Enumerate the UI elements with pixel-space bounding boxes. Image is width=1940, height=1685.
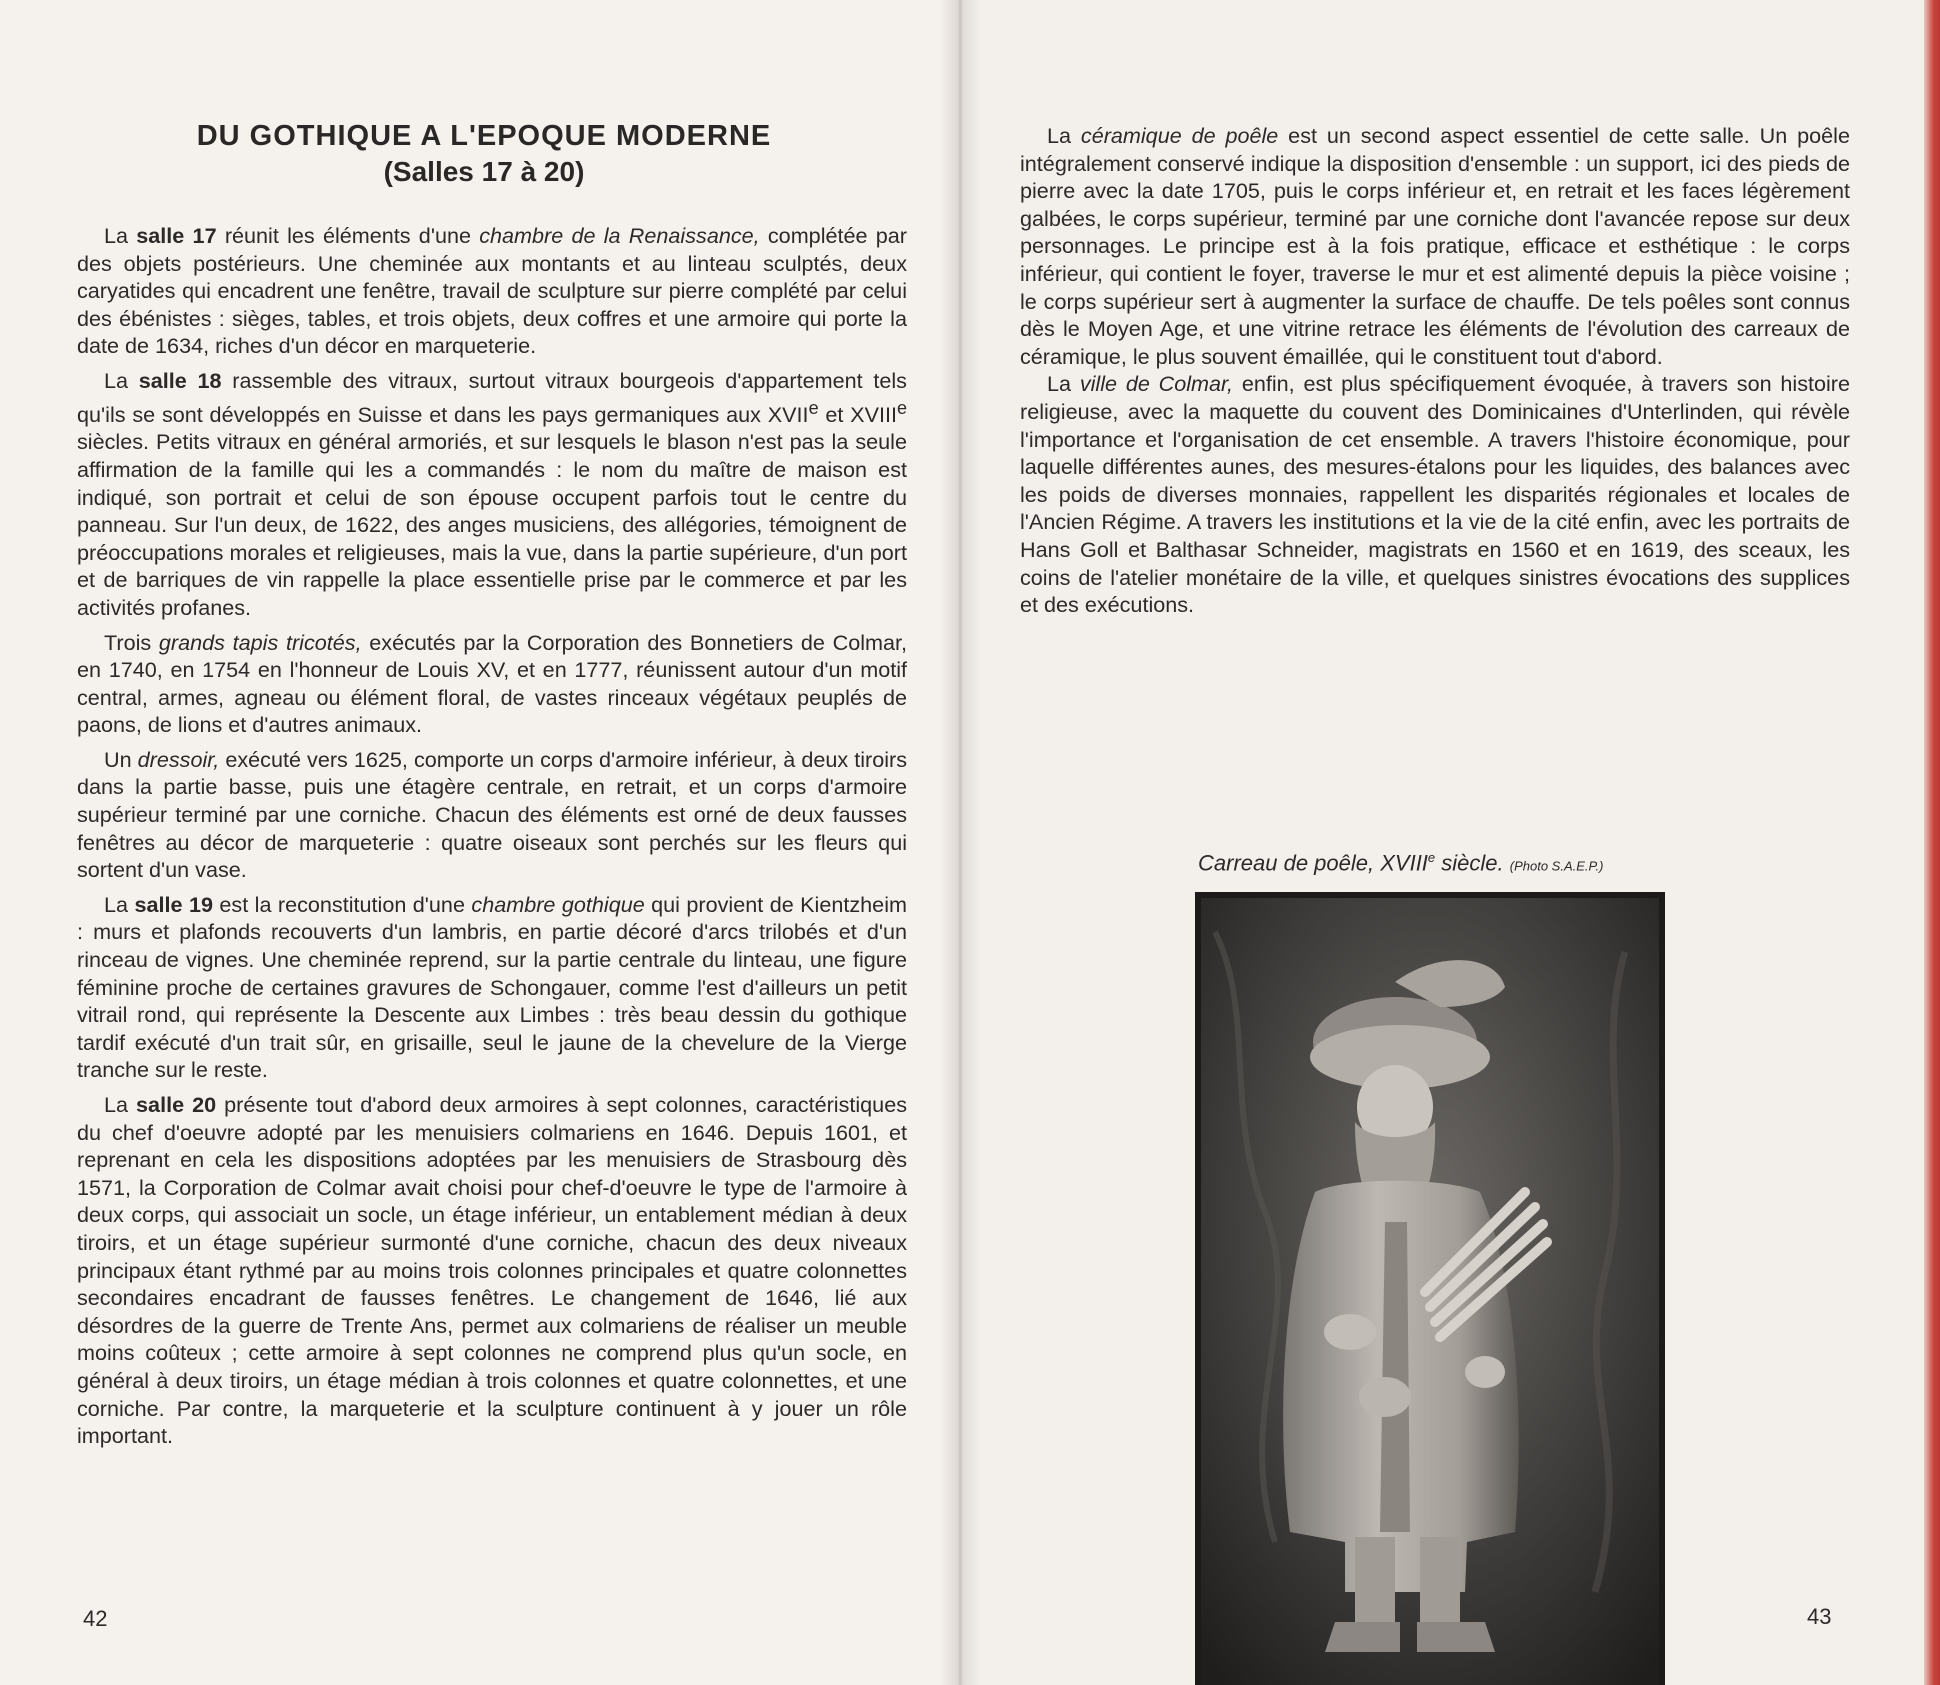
next-page-edge bbox=[1924, 0, 1940, 1685]
photo-caption: Carreau de poêle, XVIIIe siècle. (Photo S.A.E.P.) bbox=[1198, 850, 1604, 876]
chapter-subtitle: (Salles 17 à 20) bbox=[383, 156, 585, 187]
stove-tile-photo bbox=[1195, 892, 1665, 1685]
emphasis: chambre de la Renaissance, bbox=[479, 223, 760, 248]
paragraph-salle-19: La salle 19 est la reconstitution d'une chambre gothique qui provient de Kientzheim : murs et plafonds recouverts d'un lambris, en partie décoré d'arcs trilobés et d'un rinceau de vignes. Une cheminée reprend, sur la partie centrale du linteau, une figure féminine proche de certaines gravures de Schongauer, comme l'est d'ailleurs un petit vitrail rond, qui représente la Descente aux Limbes : très beau dessin du gothique tardif exécuté d'un trait sûr, en grisaille, seul le jaune de la chevelure de la Vierge tranche sur le reste. bbox=[77, 891, 907, 1083]
paragraph-salle-17: La salle 17 réunit les éléments d'une chambre de la Renaissance, complétée par des objets postérieurs. Une cheminée aux montants et au linteau sculptés, deux caryatides qui encadrent une fenêtre, travail de sculpture sur pierre complété par celui des ébénistes : sièges, tables, et trois objets, deux coffres et une armoire qui porte la date de 1634, riches d'un décor en marqueterie. bbox=[77, 223, 907, 359]
room-label: salle 20 bbox=[136, 1092, 217, 1117]
right-text-column bbox=[1020, 122, 1850, 619]
photo-credit: (Photo S.A.E.P.) bbox=[1509, 858, 1604, 874]
paragraph-tapis: Trois grands tapis tricotés, exécutés par la Corporation des Bonnetiers de Colmar, en 1740, en 1754 en l'honneur de Louis XV, et en 1777, réunissent autour d'un motif central, armes, agneau ou élément floral, de vastes rinceaux végétaux peuplés de paons, de lions et d'autres animaux. bbox=[77, 629, 907, 738]
paragraph-ceramique: La céramique de poêle est un second aspect essentiel de cette salle. Un poêle intégralement conservé indique la disposition d'ensemble : un support, ici des pieds de pierre avec la date 1705, puis le corps inférieur et, en retrait et les faces légèrement galbées, le corps supérieur, terminé par une corniche dont l'avancée repose sur deux personnages. Le principe est à la fois pratique, efficace et esthétique : le corps inférieur, qui contient le foyer, traverse le mur et est alimenté depuis la pièce voisine ; le corps supérieur sert à augmenter la surface de chauffe. De tels poêles sont connus dès le Moyen Age, et une vitrine retrace les éléments de l'évolution des carreaux de céramique, le plus souvent émaillée, qui le constituent tout d'abord. bbox=[1020, 123, 1850, 369]
room-label: salle 17 bbox=[136, 223, 217, 248]
room-label: salle 18 bbox=[138, 367, 222, 393]
stove-tile-relief-image bbox=[1195, 892, 1665, 1685]
paragraph-dressoir: Un dressoir, exécuté vers 1625, comporte un corps d'armoire inférieur, à deux tiroirs dans la partie basse, puis une étagère centrale, en retrait, et un corps d'armoire supérieur terminé par une corniche. Chacun des éléments est orné de deux fausses fenêtres au décor de marqueterie : quatre oiseaux sont perchés sur les fleurs qui sortent d'un vase. bbox=[77, 746, 907, 883]
book-gutter bbox=[940, 0, 980, 1685]
paragraph-colmar: La ville de Colmar, enfin, est plus spécifiquement évoquée, à travers son histoire religieuse, avec la maquette du couvent des Dominicaines d'Unterlinden, qui révèle l'importance et l'organisation de cet ensemble. A travers l'histoire économique, pour laquelle différentes aunes, des mesures-étalons pour les liquides, des balances avec les poids de diverses monnaies, rappellent les disparités régionales et locales de l'Ancien Régime. A travers les institutions et la vie de la cité enfin, avec les portraits de Hans Goll et Balthasar Schneider, magistrats en 1560 et en 1619, des sceaux, les coins de l'atelier monétaire de la ville, et quelques sinistres évocations des supplices et des exécutions. bbox=[1020, 371, 1850, 618]
left-page bbox=[0, 0, 958, 1685]
chapter-title: DU GOTHIQUE A L'EPOQUE MODERNE bbox=[196, 120, 772, 152]
page-number-right: 43 bbox=[1807, 1604, 1832, 1629]
emphasis: grands tapis tricotés, bbox=[158, 629, 362, 655]
page-number-left: 42 bbox=[83, 1606, 108, 1631]
emphasis: dressoir, bbox=[137, 746, 220, 772]
left-text-column bbox=[77, 222, 907, 1450]
paragraph-salle-20: La salle 20 présente tout d'abord deux armoires à sept colonnes, caractéristiques du chef d'oeuvre adopté par les menuisiers colmariens en 1646. Depuis 1601, et reprenant en cela les dispositions adoptées par les menuisiers de Strasbourg dès 1571, la Corporation de Colmar avait choisi pour chef-d'oeuvre le type de l'armoire à deux corps, qui associait un socle, un étage inférieur, un entablement médian à deux tiroirs, et un étage supérieur surmonté d'une corniche, chacun des deux niveaux principaux étant rythmé par au moins trois colonnes principales et quatre colonnettes secondaires encadrant de fausses fenêtres. Le changement de 1646, lié aux désordres de la guerre de Trente Ans, permet aux colmariens de réaliser un meuble moins coûteux ; cette armoire à sept colonnes ne comprend plus qu'un socle, en général à deux tiroirs, un étage médian à trois colonnes et quatre colonnettes, et une corniche. Par contre, la marqueterie et la sculpture continuent à y jouer un rôle important. bbox=[77, 1092, 907, 1449]
room-label: salle 19 bbox=[134, 891, 213, 917]
emphasis: chambre gothique bbox=[471, 891, 645, 917]
paragraph-salle-18: La salle 18 rassemble des vitraux, surtout vitraux bourgeois d'appartement tels qu'ils se sont développés en Suisse et dans les pays germaniques aux XVIIe et XVIIIe siècles. Petits vitraux en général armoriés, et sur lesquels le blason n'est pas la seule affirmation de la famille qui les a commandés : le nom du maître de maison est indiqué, son portrait et celui de son épouse occupent parfois tout le centre du panneau. Sur l'un deux, de 1622, des anges musiciens, des allégories, témoignent de préoccupations morales et religieuses, mais la vue, dans la partie supérieure, d'un port et de barriques de vin rappelle la place essentielle prise par le commerce et par les activités profanes. bbox=[77, 367, 908, 620]
emphasis: céramique de poêle bbox=[1080, 123, 1279, 148]
emphasis: ville de Colmar, bbox=[1079, 371, 1234, 397]
